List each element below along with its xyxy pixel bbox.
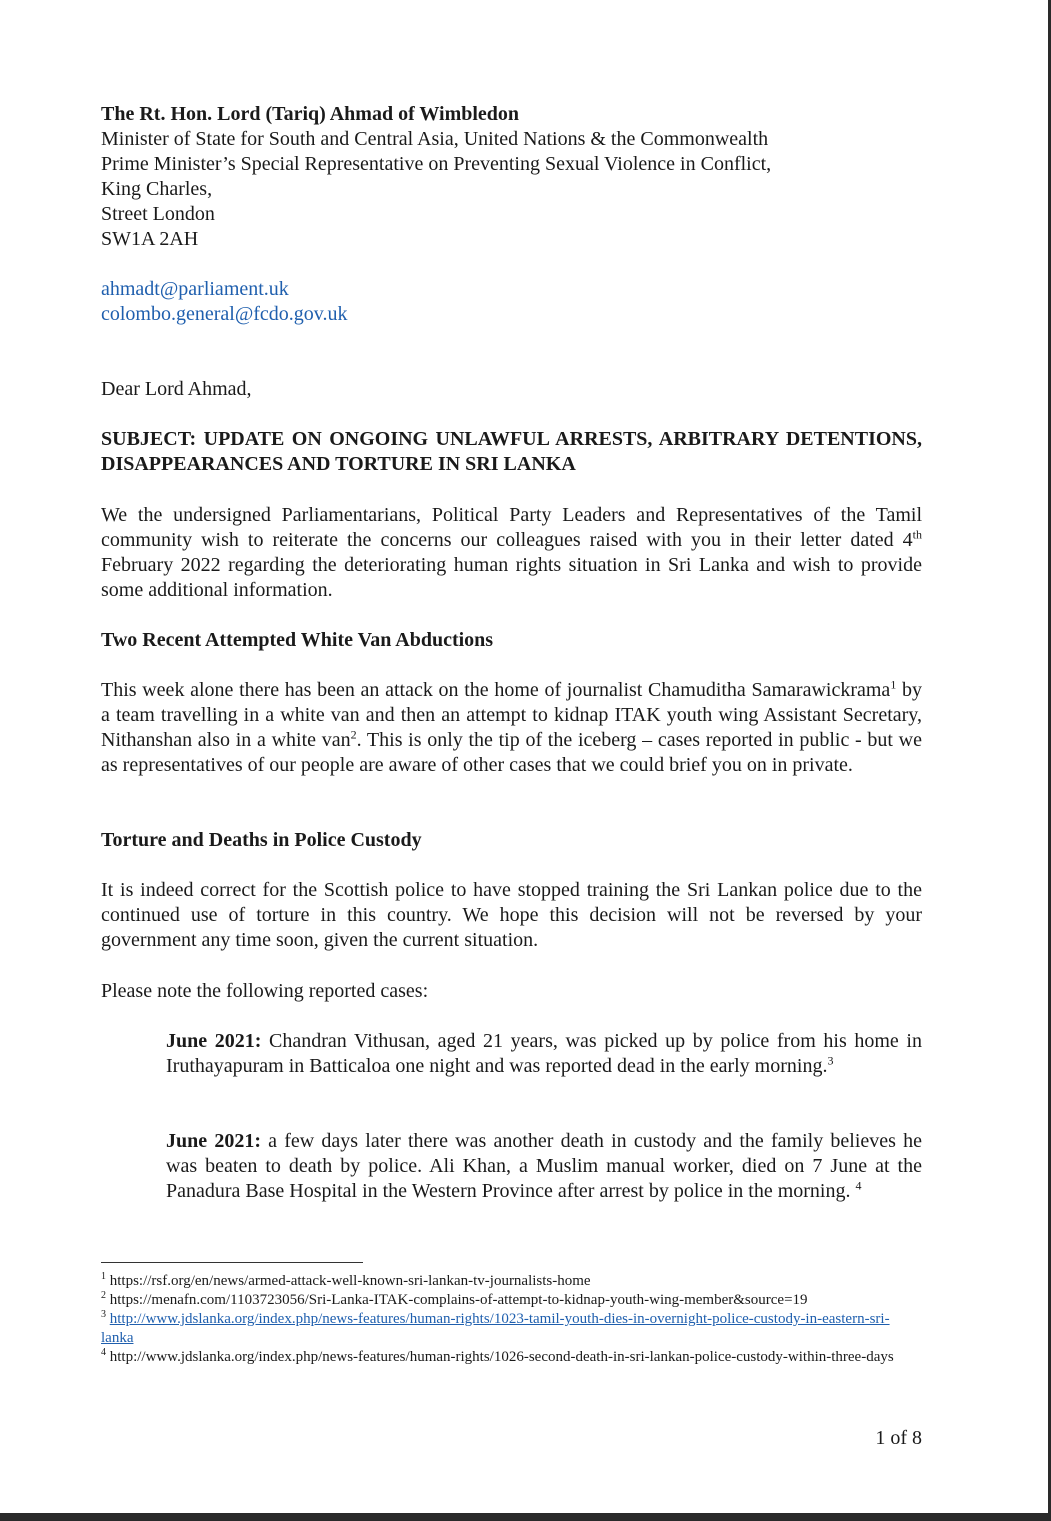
email-block [101, 277, 922, 327]
recipient-name: The Rt. Hon. Lord (Tariq) Ahmad of Wimbledon [101, 103, 520, 125]
section-heading-torture: Torture and Deaths in Police Custody [101, 829, 422, 851]
address-line-1: King Charles, [101, 178, 213, 200]
cases-intro: Please note the following reported cases: [101, 980, 429, 1002]
footnote-link-3[interactable]: http://www.jdslanka.org/index.php/news-features/human-rights/1023-tamil-youth-dies-in-overnight-police-custody-in-eastern-sri-lanka [101, 1311, 890, 1346]
footnote-ref-4: 4 [855, 1178, 862, 1193]
abductions-paragraph: This week alone there has been an attack on the home of journalist Chamuditha Samarawickrama$^1$ by a team travelling in a white van and then an attempt to kidnap ITAK youth wing Assistant Secretary, Nithanshan also in a white van$^2$. This is only the tip of the iceberg – cases reported in public - but we as representatives of our people are aware of other cases that we could brief you on in private. [101, 677, 922, 776]
case-date: June 2021: [166, 1030, 262, 1052]
salutation: Dear Lord Ahmad, [101, 378, 252, 400]
footnotes [101, 1272, 901, 1367]
case-item: June 2021: Chandran Vithusan, aged 21 years, was picked up by police from his home in Iruthayapuram in Batticaloa one night and was reported dead in the early morning.$^3$ [166, 1030, 922, 1077]
recipient-title-2: Prime Minister’s Special Representative on Preventing Sexual Violence in Conflict, [101, 153, 772, 175]
footnote-ref-2: 2 [350, 727, 357, 742]
case-item: June 2021: a few days later there was another death in custody and the family believes he was beaten to death by police. Ali Khan, a Muslim manual worker, died on 7 June at the Panadura Base Hospital in the Western Province after arrest by police in the morning. $^4$ [166, 1130, 922, 1202]
page-edge-bottom [0, 1513, 1051, 1521]
intro-paragraph: We the undersigned Parliamentarians, Political Party Leaders and Representatives of the Tamil community wish to reiterate the concerns our colleagues raised with you in their letter dated 4th February 2022 regarding the deteriorating human rights situation in Sri Lanka and wish to provide some additional information. [101, 504, 922, 601]
subject-line: SUBJECT: UPDATE ON ONGOING UNLAWFUL ARRESTS, ARBITRARY DETENTIONS, DISAPPEARANCES AND TORTURE IN SRI LANKA [101, 428, 922, 475]
recipient-title-1: Minister of State for South and Central Asia, United Nations & the Commonwealth [101, 128, 769, 150]
address-line-2: Street London [101, 203, 215, 225]
email-link-fcdo[interactable]: colombo.general@fcdo.gov.uk [101, 303, 348, 325]
footnote-ref-3: 3 [827, 1053, 834, 1068]
case-date: June 2021: [166, 1130, 261, 1152]
recipient-address-block [101, 102, 922, 252]
footnote-1: $^1$ https://rsf.org/en/news/armed-attack-well-known-sri-lankan-tv-journalists-home [101, 1271, 591, 1289]
footnote-4: $^4$ http://www.jdslanka.org/index.php/news-features/human-rights/1026-second-death-in-sri-lankan-police-custody-within-three-days [101, 1347, 894, 1365]
postcode: SW1A 2AH [101, 228, 199, 250]
footnote-2: $^2$ https://menafn.com/1103723056/Sri-Lanka-ITAK-complains-of-attempt-to-kidnap-youth-wing-member&source=19 [101, 1290, 808, 1308]
section-heading-abductions: Two Recent Attempted White Van Abductions [101, 629, 494, 651]
footnote-divider [101, 1262, 363, 1263]
torture-paragraph: It is indeed correct for the Scottish police to have stopped training the Sri Lankan police due to the continued use of torture in this country. We hope this decision will not be reversed by your government any time soon, given the current situation. [101, 879, 922, 951]
page-number: 1 of 8 [875, 1427, 922, 1449]
email-link-parliament[interactable]: ahmadt@parliament.uk [101, 278, 289, 300]
footnote-3: $^3$ http://www.jdslanka.org/index.php/news-features/human-rights/1023-tamil-youth-dies-in-overnight-police-custody-in-eastern-sri-lanka [101, 1309, 890, 1346]
footnote-ref-1: 1 [890, 677, 897, 692]
